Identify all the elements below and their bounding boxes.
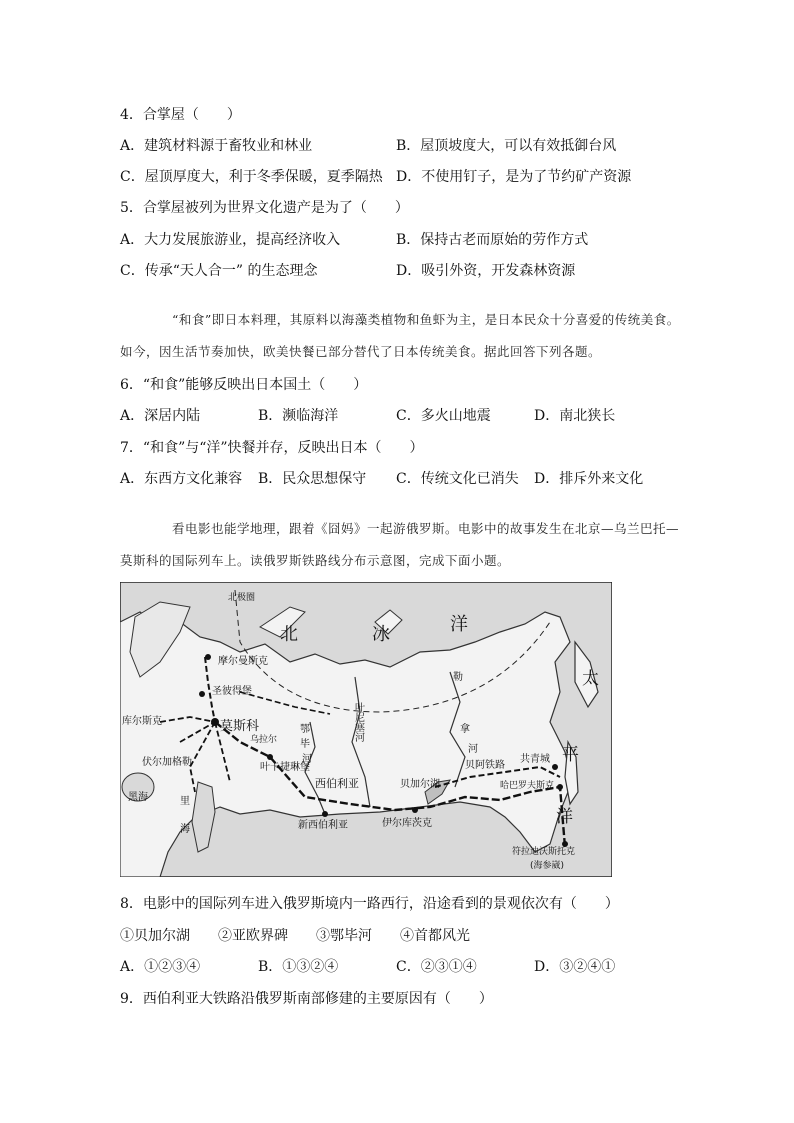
map-city-murmansk-dot <box>205 654 211 660</box>
reading-passage-washoku: “和食”即日本料理，其原料以海藻类植物和鱼虾为主，是日本民众十分喜爱的传统美食。如今，因生活节奏加快，欧美快餐已部分替代了日本传统美食。据此回答下列各题。 <box>120 312 680 359</box>
map-label-ice: 冰 <box>372 624 390 645</box>
question-9-stem: 9．西伯利亚大铁路沿俄罗斯南部修建的主要原因有（ ） <box>120 991 493 1007</box>
question-7-option-a: A．东西方文化兼容 <box>120 471 243 487</box>
map-label-ocean: 洋 <box>450 614 468 635</box>
map-city-khabarovsk-dot <box>557 784 563 790</box>
map-label-yenisei: 叶尼塞河 <box>352 702 364 742</box>
map-label-lena-1: 勒 <box>453 672 463 683</box>
question-4-stem: 4．合掌屋（ ） <box>120 107 241 123</box>
question-4-option-a: A．建筑材料源于畜牧业和林业 <box>120 138 313 154</box>
map-label-ural: 乌拉尔 <box>250 735 278 745</box>
map-label-pacific-2: 平 <box>562 745 579 765</box>
question-6-stem: 6．“和食”能够反映出日本国土（ ） <box>120 377 368 393</box>
map-label-novosibirsk: 新西伯利亚 <box>298 820 348 831</box>
question-5-option-b: B．保持古老而原始的劳作方式 <box>396 232 589 248</box>
map-label-north: 北 <box>280 624 298 645</box>
map-label-pacific-1: 太 <box>582 669 599 689</box>
map-city-ekaterinburg-dot <box>267 754 273 760</box>
question-4-option-c: C．屋顶厚度大，利于冬季保暖，夏季隔热 <box>120 169 383 185</box>
question-5-stem: 5．合掌屋被列为世界文化遗产是为了（ ） <box>120 200 409 216</box>
question-8-option-b: B．①③②④ <box>258 959 339 975</box>
question-6-option-c: C．多火山地震 <box>396 408 491 424</box>
map-label-bam: 贝阿铁路 <box>465 760 505 771</box>
question-7-stem: 7．“和食”与“洋”快餐并存，反映出日本（ ） <box>120 440 424 456</box>
map-label-komsomolsk: 共青城 <box>520 754 550 765</box>
map-label-ekaterinburg: 叶卡捷琳堡 <box>260 762 310 773</box>
map-label-lena-3: 河 <box>468 744 478 755</box>
map-label-khabarovsk: 哈巴罗夫斯克 <box>500 781 555 791</box>
question-6-option-d: D．南北狭长 <box>534 408 616 424</box>
map-label-vladivostok: 符拉迪沃斯托克 <box>512 847 576 857</box>
map-label-moscow: 莫斯科 <box>220 719 260 734</box>
map-label-lena-2: 拿 <box>460 724 470 735</box>
map-label-ob-1: 鄂 <box>300 724 310 735</box>
reading-passage-russia-railway: 看电影也能学地理，跟着《囧妈》一起游俄罗斯。电影中的故事发生在北京—乌兰巴托—莫斯科的国际列车上。读俄罗斯铁路线分布示意图，完成下面小题。 <box>120 521 680 568</box>
question-8-items: ①贝加尔湖 ②亚欧界碑 ③鄂毕河 ④首都风光 <box>120 928 470 944</box>
russia-railway-map <box>120 582 612 877</box>
map-label-irkutsk: 伊尔库茨克 <box>382 818 432 829</box>
question-5-option-c: C．传承“天人合一” 的生态理念 <box>120 263 318 279</box>
map-city-moscow-dot <box>211 718 219 726</box>
question-5-option-d: D．吸引外资，开发森林资源 <box>396 263 576 279</box>
question-4-option-d: D．不使用钉子，是为了节约矿产资源 <box>396 169 632 185</box>
map-label-baikal: 贝加尔湖 <box>400 779 440 790</box>
map-label-siberia: 西伯利亚 <box>315 777 359 790</box>
question-8-stem: 8．电影中的国际列车进入俄罗斯境内一路西行，沿途看到的景观依次有（ ） <box>120 896 619 912</box>
map-label-kursk: 库尔斯克 <box>122 716 162 727</box>
map-city-stpetersburg-dot <box>199 691 205 697</box>
map-label-caspian-2: 海 <box>180 824 190 835</box>
question-6-option-b: B．濒临海洋 <box>258 408 339 424</box>
map-label-caspian-1: 里 <box>180 796 190 807</box>
map-city-komsomolsk-dot <box>552 764 558 770</box>
map-city-irkutsk-dot <box>412 807 418 813</box>
map-label-ob-2: 毕 <box>300 739 310 750</box>
map-label-volgograd: 伏尔加格勒 <box>142 757 192 768</box>
map-city-novosibirsk-dot <box>322 811 328 817</box>
question-8-option-d: D．③②④① <box>534 959 616 975</box>
map-label-pacific-3: 洋 <box>556 807 573 827</box>
map-label-haishenwai: (海参崴) <box>530 861 565 871</box>
question-4-option-b: B．屋顶坡度大，可以有效抵御台风 <box>396 138 617 154</box>
map-label-murmansk: 摩尔曼斯克 <box>218 656 268 667</box>
question-7-option-b: B．民众思想保守 <box>258 471 367 487</box>
question-5-option-a: A．大力发展旅游业，提高经济收入 <box>120 232 341 248</box>
question-6-option-a: A．深居内陆 <box>120 408 201 424</box>
question-8-option-a: A．①②③④ <box>120 959 201 975</box>
map-label-stpetersburg: 圣彼得堡 <box>212 686 252 697</box>
map-label-black-sea: 黑海 <box>128 792 148 803</box>
map-label-arctic-circle: 北极圈 <box>228 593 256 603</box>
question-7-option-c: C．传统文化已消失 <box>396 471 519 487</box>
question-8-option-c: C．②③①④ <box>396 959 477 975</box>
map-label-ob-3: 河 <box>302 754 312 765</box>
question-7-option-d: D．排斥外来文化 <box>534 471 644 487</box>
